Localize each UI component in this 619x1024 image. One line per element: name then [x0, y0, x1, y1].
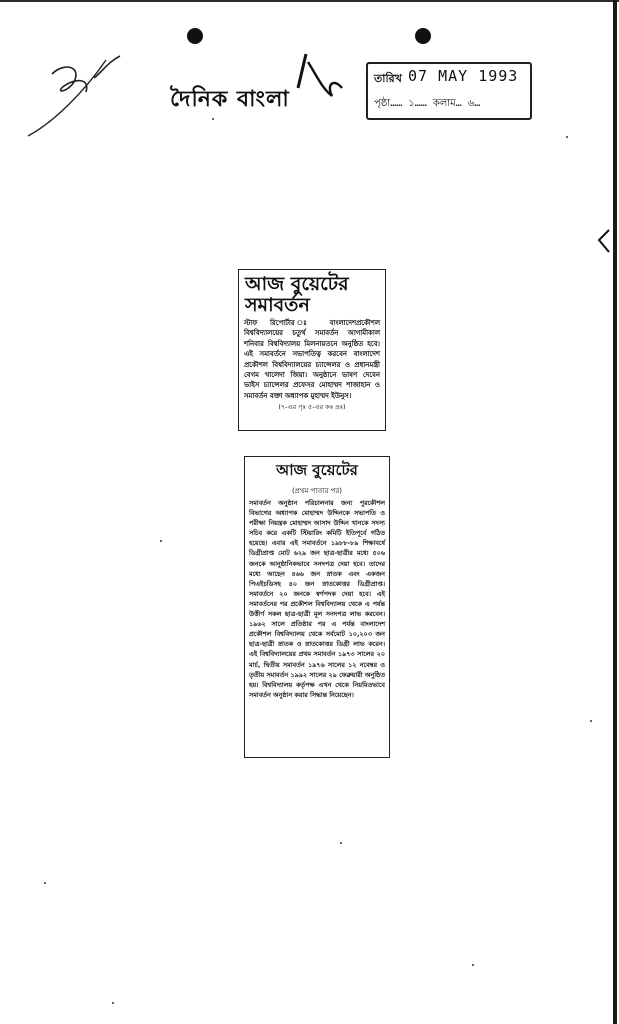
scan-speck: [566, 136, 568, 138]
punch-hole-left: [187, 28, 203, 44]
clipping-continued-article: [244, 456, 390, 758]
scan-speck: [340, 842, 342, 844]
stamp-page-column-row: পৃষ্ঠা…… ১…… কলাম… ৬…: [374, 98, 481, 109]
continued-subhead: (প্রথম পাতার পর): [291, 487, 343, 495]
scan-right-edge: [613, 0, 617, 1024]
scan-speck: [112, 1002, 114, 1004]
handwritten-number: [24, 52, 124, 142]
newspaper-masthead: দৈনিক বাংলা: [170, 86, 290, 112]
stamp-date-label: তারিখ: [374, 72, 402, 85]
stamp-column-label: কলাম: [432, 98, 456, 109]
scan-speck: [44, 882, 46, 884]
scan-speck: [590, 720, 592, 722]
continued-headline: আজ বুয়েটের: [276, 461, 358, 479]
scan-speck: [160, 540, 162, 542]
clipping-headline-article: [238, 269, 386, 431]
scan-speck: [472, 964, 474, 966]
stamp-page-label: পৃষ্ঠা: [374, 98, 391, 109]
stamp-page-value: ১: [408, 98, 415, 109]
continued-body: সমাবর্তন অনুষ্ঠান পরিচালনার জন্য পুরকৌশল বিভাগের অধ্যাপক মোহাম্মদ উদ্দিনকে সভাপতি ও পরীক্ষা নিয়ন্ত্রক মোহাম্মদ আসাদ উদ্দিন খানকে সদস্য সচিব করে একটি স্টিয়ারিং কমিটি ইতিপূর্বে গঠিত হয়েছে। এবার এই সমাবর্তনে ১৯৮৮-৮৯ শিক্ষাবর্ষে ডিগ্রীপ্রাপ্ত মোট ৬২৯ জন ছাত্র-ছাত্রীর মধ্যে ৫০৬ জনকে আনুষ্ঠানিকভাবে সনদপত্র দেয়া হবে। তাদের মধ্যে আছেন ৪৬৬ জন স্নাতক এবং একজন পিএইচডিসহ ৪০ জন স্নাতকোত্তর ডিগ্রীপ্রাপ্ত। সমাবর্তনে ২০ জনকে স্বর্ণপদক দেয়া হবে। এই সমাবর্তনের পর প্রকৌশল বিশ্ববিদ্যালয় থেকে এ পর্যন্ত উত্তীর্ণ সকল ছাত্র-ছাত্রী মূল সনদপত্র লাভ করবেন। ১৯৬২ সালে প্রতিষ্ঠার পর এ পর্যন্ত বাংলাদেশ প্রকৌশল বিশ্ববিদ্যালয় থেকে সর্বমোট ১০,২০৩ জন ছাত্র-ছাত্রী স্নাতক ও স্নাতকোত্তর ডিগ্রী লাভ করেন। এই বিশ্ববিদ্যালয়ের প্রথম সমাবর্তন ১৯৭৩ সালের ২০ মার্চ, দ্বিতীয় সমাবর্তন ১৯৭৬ সালের ১২ নবেম্বর ও তৃতীয় সমাবর্তন ১৯৯২ সালের ২৯ ফেব্রুয়ারী অনুষ্ঠিত হয়। বিশ্ববিদ্যালয় কর্তৃপক্ষ এখন থেকে নিয়মিতভাবে সমাবর্তন অনুষ্ঠান করার সিদ্ধান্ত নিয়েছেন।: [249, 499, 385, 699]
date-stamp: [366, 62, 532, 120]
article-headline: আজ বুয়েটের সমাবর্তন: [245, 273, 349, 316]
page-edge-tab: [597, 228, 611, 254]
scan-speck: [212, 118, 214, 120]
stamp-column-value: ৬: [467, 98, 475, 109]
punch-hole-right: [415, 28, 431, 44]
scan-top-edge: [0, 0, 619, 2]
article-continuation: (৭-এর পৃঃ ৫-এর কঃ দ্রঃ): [278, 403, 346, 412]
handwritten-mark-icon: [292, 48, 348, 108]
article-body: স্টাফ রিপোর্টার ঃ বাংলাদেশপ্রকৌশল বিশ্ববিদ্যালয়ের চতুর্থ সমাবর্তন আগামীকাল শনিবার বিশ্ববিদ্যালয় মিলনায়তনে অনুষ্ঠিত হবে। এই সমাবর্তনে সভাপতিত্ব করবেন বাংলাদেশ প্রকৌশল বিশ্ববিদ্যালয়ের চ্যান্সেলর ও প্রধানমন্ত্রী বেগম খালেদা জিয়া। অনুষ্ঠানে ভাষণ দেবেন ভাইস চ্যান্সেলর প্রফেসর মোহাম্মদ শাজাহান ও সমাবর্তন বক্তা অধ্যাপক মুহাম্মদ ইউনুস।: [244, 319, 380, 400]
stamp-date: 07 MAY 1993: [408, 67, 519, 85]
